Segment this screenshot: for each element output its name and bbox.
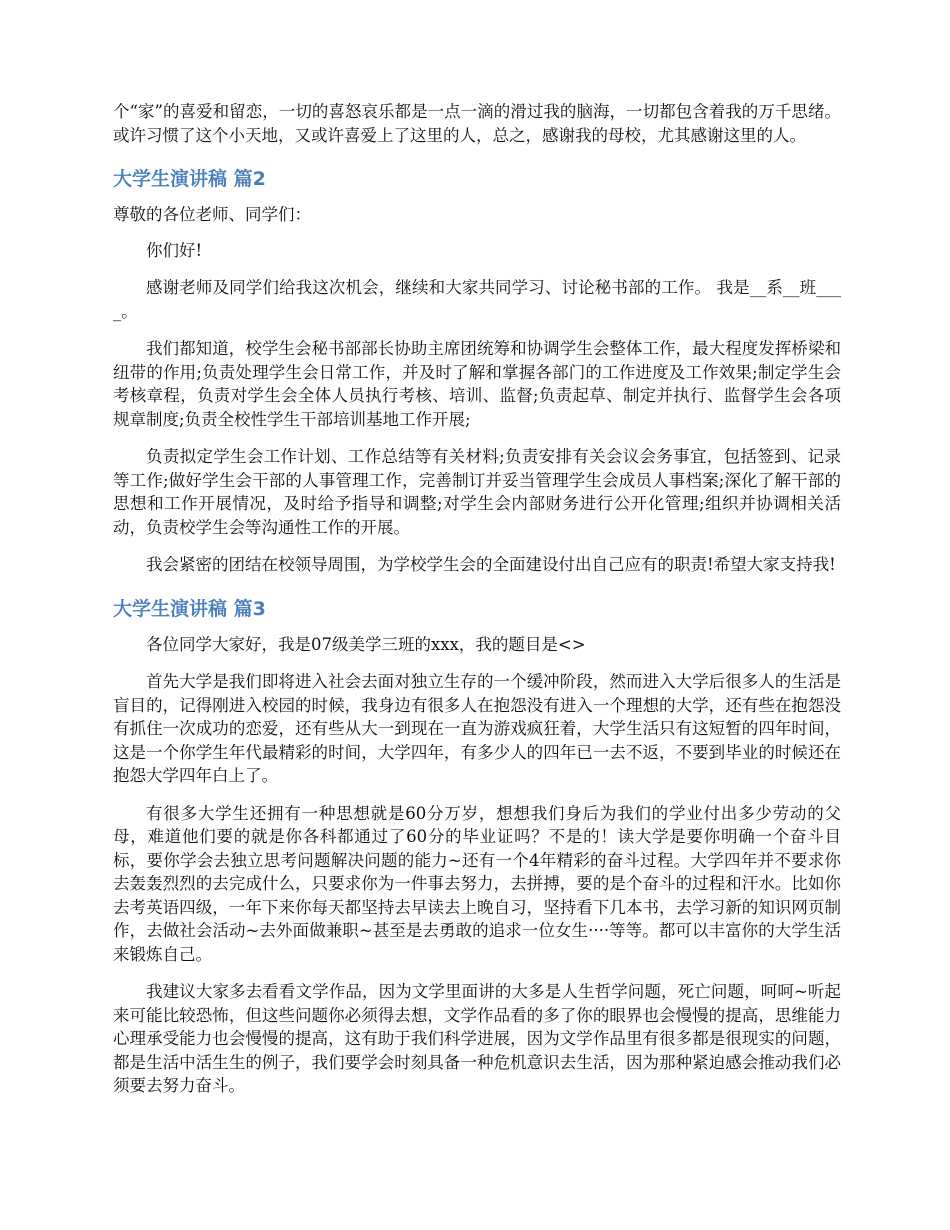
section-2-salutation: 尊敬的各位老师、同学们： <box>113 205 311 224</box>
section-3-heading: 大学生演讲稿 篇3 <box>113 597 266 620</box>
section-2-heading: 大学生演讲稿 篇2 <box>113 168 266 190</box>
section-2-paragraph: 我们都知道，校学生会秘书部部长协助主席团统筹和协调学生会整体工作，最大程度发挥桥梁和纽带的作用;负责处理学生会日常工作，并及时了解和掌握各部门的工作进度及工作效果;制定学生会考核章程，负责对学生会全体人员执行考核、培训、监督;负责起草、制定并执行、监督学生会各项规章制度;负责全校性学生干部培训基地工作开展; <box>113 339 841 429</box>
section-3-paragraph: 有很多大学生还拥有一种思想就是60分万岁，想想我们身后为我们的学业付出多少劳动的父母，难道他们要的就是你各科都通过了60分的毕业证吗？不是的！读大学是要你明确一个奋斗目标，要你学会去独立思考问题解决问题的能力~还有一个4年精彩的奋斗过程。大学四年并不要求你去轰轰烈烈的去完成什么，只要求你为一件事去努力，去拼搏，要的是个奋斗的过程和汗水。比如你去考英语四级，一年下来你每天都坚持去早读去上晚自习，坚持看下几本书，去学习新的知识网页制作，去做社会活动~去外面做兼职~甚至是去勇敢的追求一位女生····等等。都可以丰富你的大学生活来锻炼自己。 <box>113 803 841 964</box>
section-3-paragraph: 我建议大家多去看看文学作品，因为文学里面讲的大多是人生哲学问题，死亡问题，呵呵~听起来可能比较恐怖，但这些问题你必须得去想，文学作品看的多了你的眼界也会慢慢的提高，思维能力心理承受能力也会慢慢的提高，这有助于我们科学进展，因为文学作品里有很多都是很现实的问题，都是生活中活生生的例子，我们要学会时刻具备一种危机意识去生活，因为那种紧迫感会推动我们必须要去努力奋斗。 <box>113 982 841 1095</box>
section-2-paragraph: 我会紧密的团结在校领导周围，为学校学生会的全面建设付出自己应有的职责!希望大家支持我! <box>146 555 836 574</box>
section-3-paragraph: 各位同学大家好，我是07级美学三班的xxx，我的题目是<> <box>146 634 586 654</box>
section-3-paragraph: 首先大学是我们即将进入社会去面对独立生存的一个缓冲阶段，然而进入大学后很多人的生活是盲目的，记得刚进入校园的时候，我身边有很多人在抱怨没有进入一个理想的大学，还有些在抱怨没有抓住一次成功的恋爱，还有些从大一到现在一直为游戏疯狂着，大学生活只有这短暂的四年时间，这是一个你学生年代最精彩的时间，大学四年，有多少人的四年已一去不返，不要到毕业的时候还在抱怨大学四年白上了。 <box>113 672 841 785</box>
section-2-paragraph: 感谢老师及同学们给我这次机会，继续和大家共同学习、讨论秘书部的工作。 我是__系__班____。 <box>113 278 841 321</box>
section-2-paragraph: 负责拟定学生会工作计划、工作总结等有关材料;负责安排有关会议会务事宜，包括签到、记录等工作;做好学生会干部的人事管理工作，完善制订并妥当管理学生会成员人事档案;深化了解干部的思想和工作开展情况，及时给予指导和调整;对学生会内部财务进行公开化管理;组织并协调相关活动，负责校学生会等沟通性工作的开展。 <box>113 447 841 537</box>
intro-paragraph: 个“家”的喜爱和留恋，一切的喜怒哀乐都是一点一滴的滑过我的脑海，一切都包含着我的万千思绪。或许习惯了这个小天地，又或许喜爱上了这里的人，总之，感谢我的母校，尤其感谢这里的人。 <box>113 102 841 145</box>
section-2-greeting: 你们好! <box>146 240 203 260</box>
document-page <box>113 100 841 1098</box>
